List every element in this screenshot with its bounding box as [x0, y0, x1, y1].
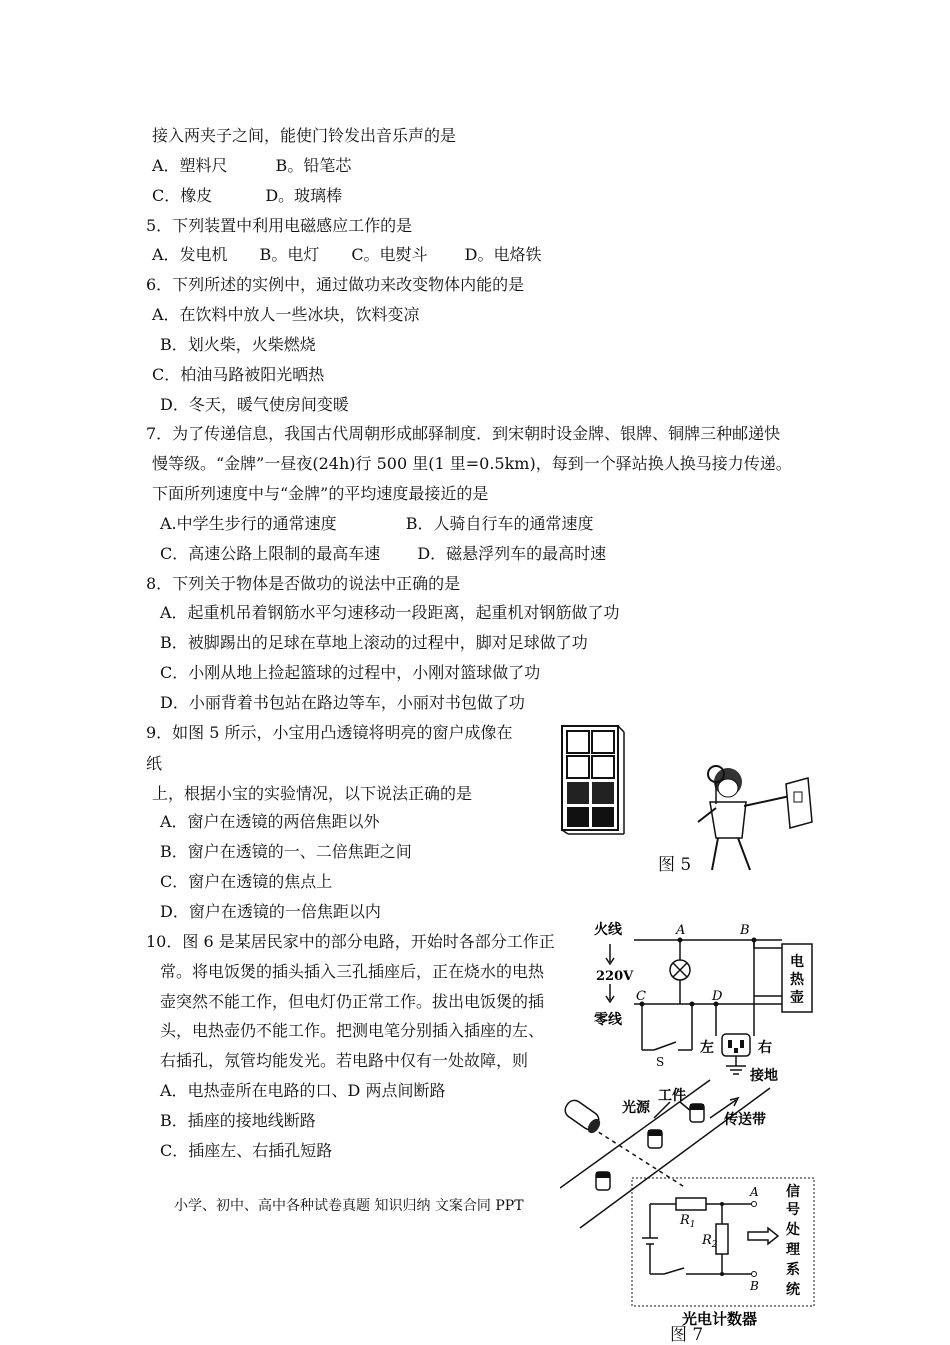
q9-option-b: B．窗户在透镜的一、二倍焦距之间: [160, 842, 412, 861]
q4-options-cd: C．橡皮 D。玻璃棒: [152, 186, 343, 205]
q10-option-c: C．插座左、右插孔短路: [160, 1141, 333, 1160]
q4-options-ab: A．塑料尺 B。铅笔芯: [152, 156, 352, 175]
q4-stem-continued: 接入两夹子之间，能使门铃发出音乐声的是: [152, 126, 457, 145]
q10-option-b: B．插座的接地线断路: [160, 1111, 316, 1130]
q8-option-d: D．小丽背着书包站在路边等车，小丽对书包做了功: [160, 693, 525, 712]
q10-stem-5: 右插孔，氖管均能发光。若电路中仅有一处故障，则: [160, 1051, 529, 1070]
footer-ad-text: 小学、初中、高中各种试卷真题 知识归纳 文案合同 PPT: [174, 1198, 524, 1214]
socket-left-label: 左: [700, 1040, 714, 1056]
q6-option-c: C．柏油马路被阳光晒热: [152, 365, 325, 384]
q9-stem-2: 纸: [146, 754, 163, 773]
q5-options: A．发电机 B。电灯 C。电熨斗 D。电烙铁: [152, 245, 542, 264]
ground-label: 接地: [750, 1068, 778, 1084]
point-a-label: A: [676, 923, 686, 938]
q6-stem: 6．下列所述的实例中，通过做功来改变物体内能的是: [146, 275, 525, 294]
q8-stem: 8．下列关于物体是否做功的说法中正确的是: [146, 574, 461, 593]
workpiece-label: 工件: [658, 1088, 686, 1104]
terminal-a-label: A: [750, 1185, 759, 1199]
q10-stem-2: 常。将电饭煲的插头插入三孔插座后，正在烧水的电热: [160, 962, 545, 981]
signal-system-char-6: 统: [786, 1282, 800, 1298]
q10-stem-3: 壶突然不能工作，但电灯仍正常工作。拔出电饭煲的插: [160, 992, 545, 1011]
q5-stem: 5．下列装置中利用电磁感应工作的是: [146, 216, 413, 235]
q9-stem-1: 9．如图 5 所示，小宝用凸透镜将明亮的窗户成像在: [146, 723, 513, 742]
kettle-label-2: 热: [790, 972, 804, 988]
q9-option-d: D．窗户在透镜的一倍焦距以内: [160, 902, 381, 921]
q8-option-b: B．被脚踢出的足球在草地上滚动的过程中，脚对足球做了功: [160, 633, 588, 652]
kettle-label-3: 壶: [790, 990, 804, 1006]
q6-option-b: B．划火柴，火柴燃烧: [160, 335, 316, 354]
q8-option-c: C．小刚从地上捡起篮球的过程中，小刚对篮球做了功: [160, 663, 541, 682]
signal-system-char-3: 处: [786, 1222, 800, 1238]
fire-line-label: 火线: [594, 922, 622, 938]
q10-stem-4: 头，电热壶仍不能工作。把测电笔分别插入插座的左、: [160, 1021, 545, 1040]
terminal-b-label: B: [750, 1279, 759, 1293]
r1-label: $R_1$: [680, 1213, 696, 1230]
signal-system-char-1: 信: [786, 1184, 800, 1200]
q6-option-a: A．在饮料中放人一些冰块，饮料变凉: [152, 305, 420, 324]
point-b-label: B: [740, 923, 750, 938]
boy-with-lens-drawing: [698, 766, 790, 870]
q7-stem-3: 下面所列速度中与“金牌”的平均速度最接近的是: [152, 484, 489, 503]
signal-system-char-2: 号: [786, 1202, 800, 1218]
figure-6-circuit: [590, 918, 820, 1088]
point-d-label: D: [712, 989, 723, 1004]
conveyor-label: 传送带: [724, 1112, 766, 1128]
voltage-label: 220V: [596, 969, 634, 984]
q9-option-a: A．窗户在透镜的两倍焦距以外: [160, 812, 380, 831]
q7-options-cd: C．高速公路上限制的最高车速 D．磁悬浮列车的最高时速: [160, 544, 607, 563]
window-drawing: [562, 726, 624, 834]
counter-label: 光电计数器: [682, 1310, 758, 1328]
neutral-line-label: 零线: [594, 1012, 622, 1028]
signal-system-char-4: 理: [786, 1242, 800, 1258]
paper-screen-drawing: [786, 778, 812, 828]
light-source-icon: [562, 1097, 603, 1135]
q8-option-a: A．起重机吊着钢筋水平匀速移动一段距离，起重机对钢筋做了功: [160, 603, 620, 622]
figure-5-caption: 图 5: [658, 855, 692, 875]
socket-right-label: 右: [758, 1040, 772, 1056]
figure-7-caption: 图 7: [670, 1325, 704, 1345]
kettle-label-1: 电: [790, 954, 804, 970]
q10-option-a: A．电热壶所在电路的口、D 两点间断路: [160, 1081, 446, 1100]
q7-stem-1: 7．为了传递信息，我国古代周朝形成邮驿制度．到宋朝时设金牌、银牌、铜牌三种邮递快: [146, 424, 781, 443]
q7-stem-2: 慢等级。“金牌”一昼夜(24h)行 500 里(1 里=0.5km)，每到一个驿站换人换马接力传递。: [152, 454, 792, 473]
light-source-label: 光源: [622, 1100, 650, 1116]
q10-stem-1: 10．图 6 是某居民家中的部分电路，开始时各部分工作正: [146, 932, 555, 951]
switch-label: S: [656, 1055, 665, 1069]
q6-option-d: D．冬天，暖气使房间变暖: [160, 395, 349, 414]
q9-option-c: C．窗户在透镜的焦点上: [160, 872, 333, 891]
figure-7-photoelectric-counter: [560, 1078, 822, 1342]
r2-label: $R_2$: [702, 1233, 718, 1250]
q9-stem-3: 上，根据小宝的实验情况，以下说法正确的是: [152, 784, 473, 803]
point-c-label: C: [636, 989, 646, 1004]
q7-options-ab: A.中学生步行的通常速度 B．人骑自行车的通常速度: [160, 514, 594, 533]
signal-system-char-5: 系: [786, 1262, 800, 1278]
